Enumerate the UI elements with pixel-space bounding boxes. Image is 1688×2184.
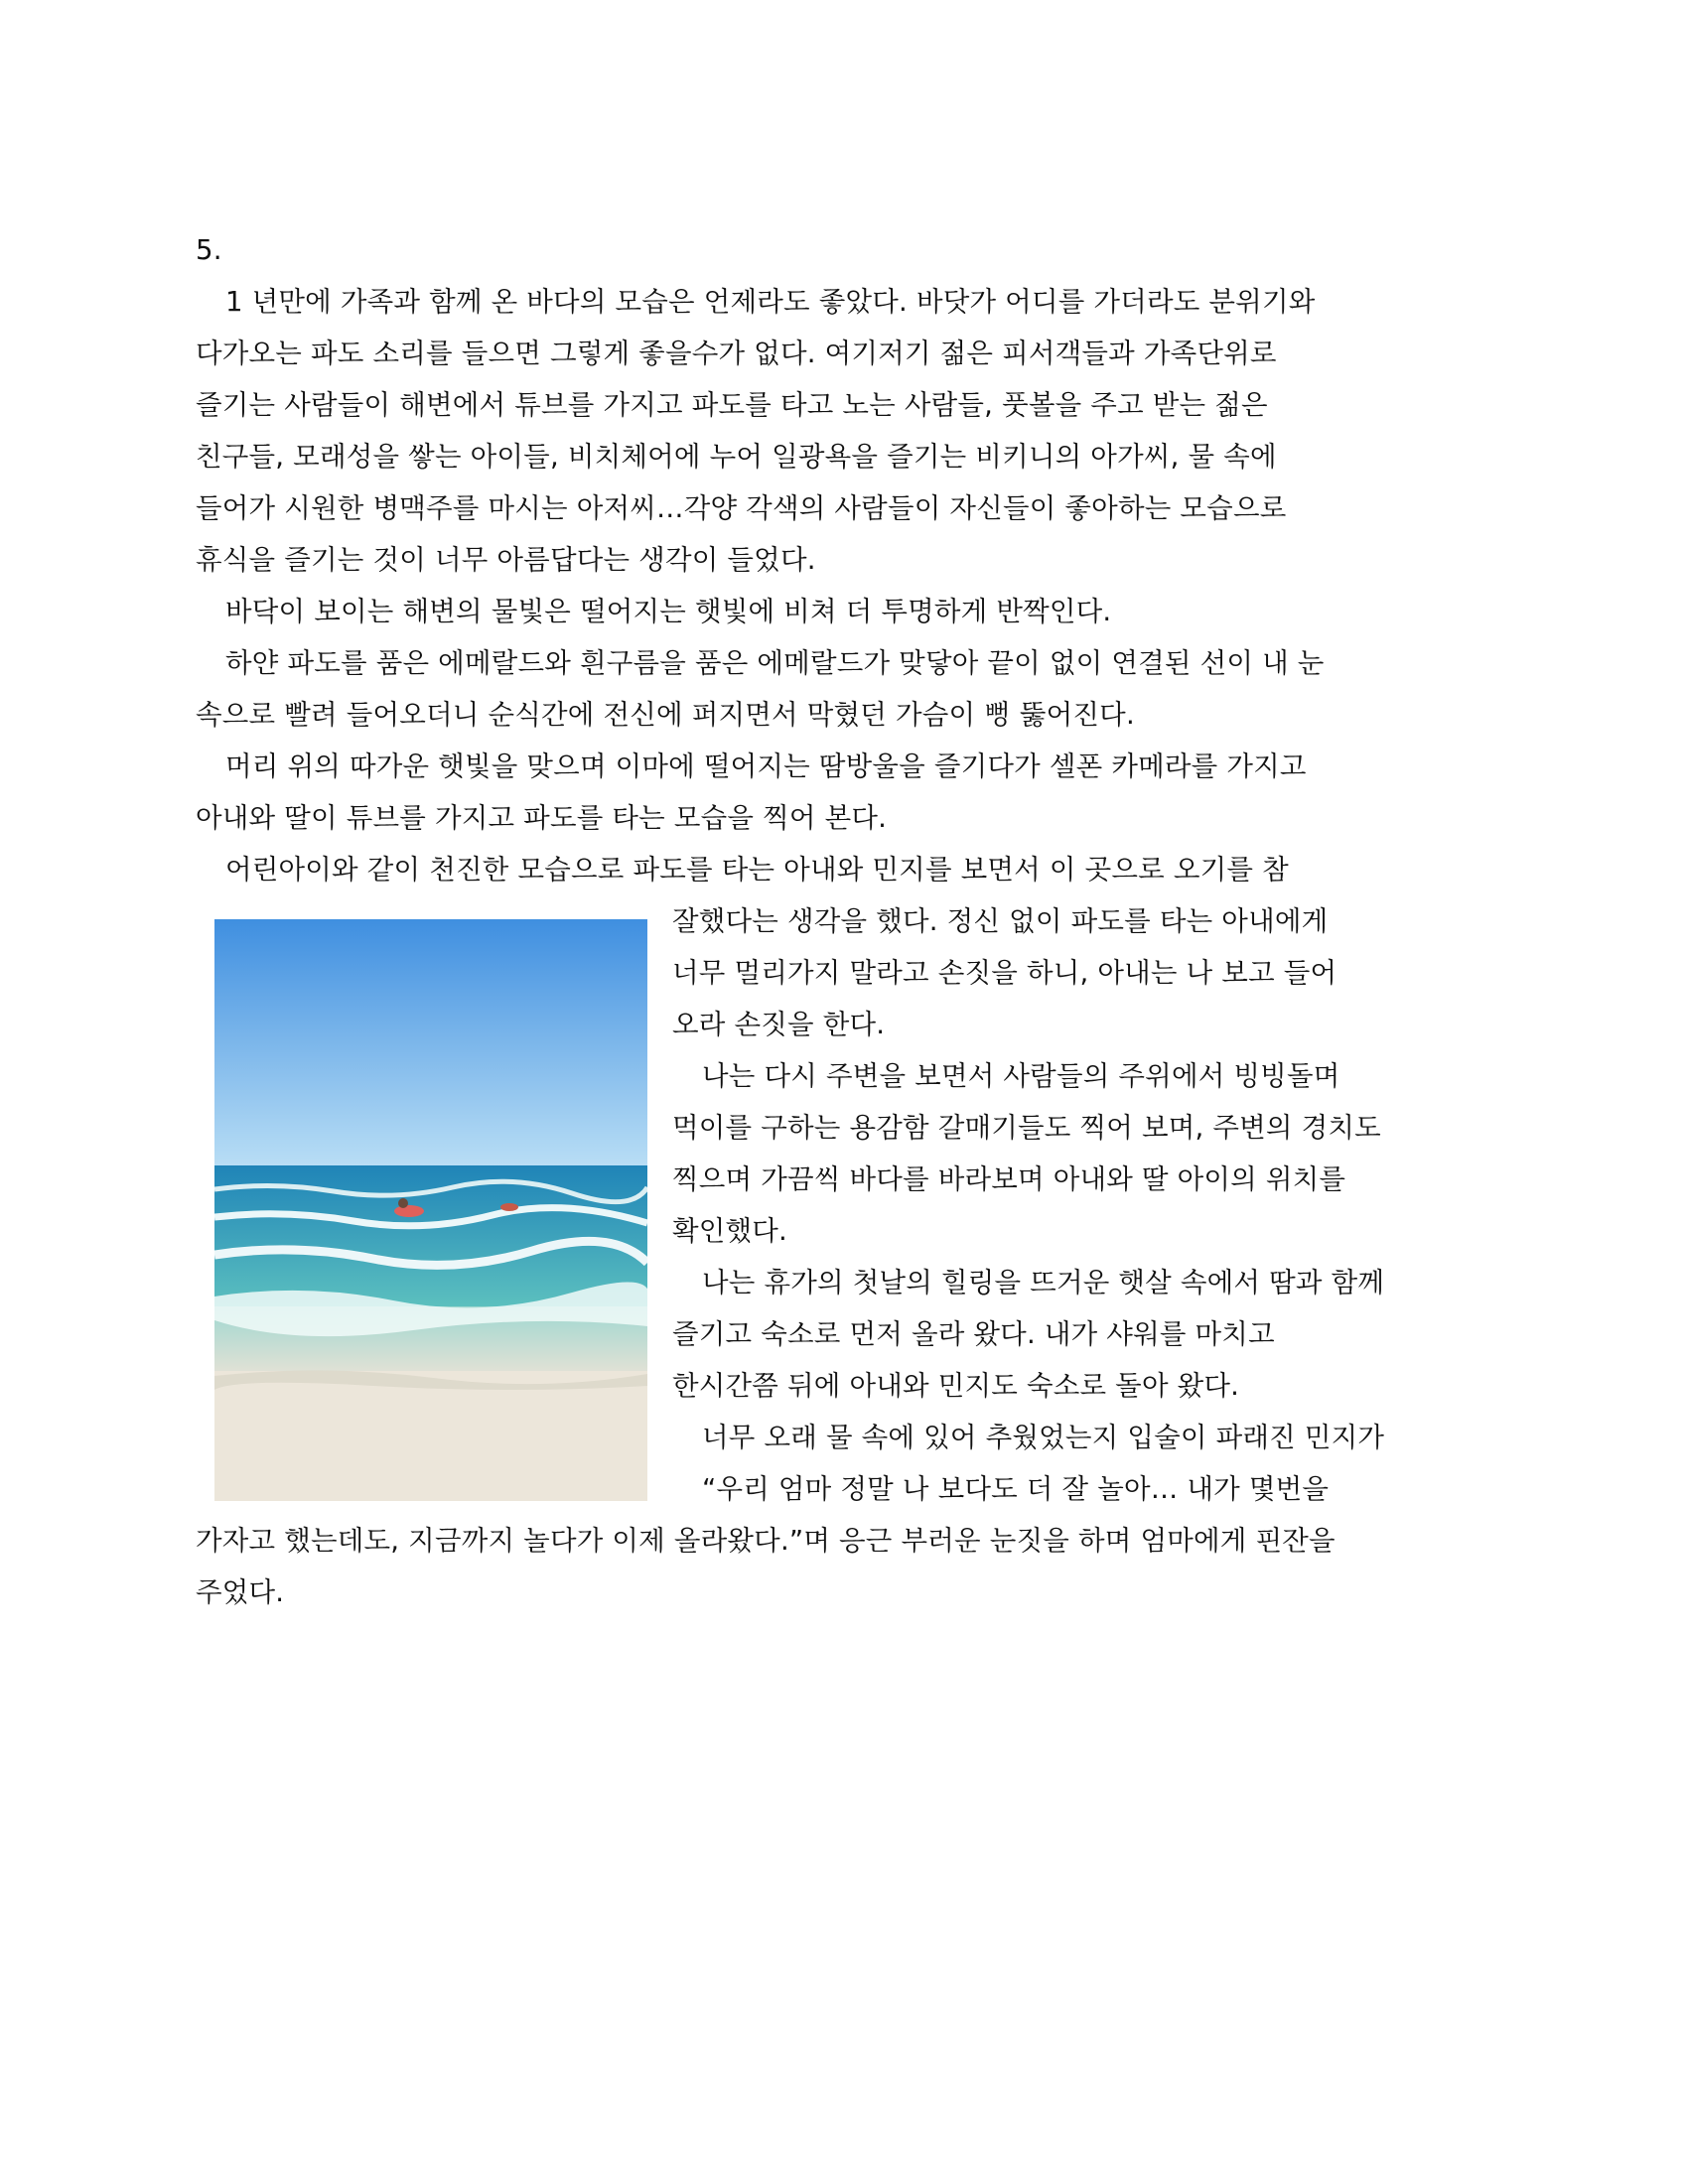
text-line: 다가오는 파도 소리를 들으면 그렇게 좋을수가 없다. 여기저기 젊은 피서객들과 가족단위로 bbox=[196, 338, 1277, 369]
text-line: 주었다. bbox=[196, 1576, 285, 1608]
text-line: 찍으며 가끔씩 바다를 바라보며 아내와 딸 아이의 위치를 bbox=[672, 1163, 1346, 1195]
section-number: 5. bbox=[196, 234, 222, 266]
text-line: 너무 오래 물 속에 있어 추웠었는지 입술이 파래진 민지가 bbox=[702, 1422, 1385, 1453]
sky bbox=[214, 919, 647, 1167]
swimmer-2 bbox=[500, 1203, 518, 1211]
text-line: 즐기는 사람들이 해변에서 튜브를 가지고 파도를 타고 노는 사람들, 풋볼을 주고 받는 젊은 bbox=[196, 389, 1268, 421]
text-line: 바닥이 보이는 해변의 물빛은 떨어지는 햇빛에 비쳐 더 투명하게 반짝인다. bbox=[225, 596, 1112, 627]
text-line: 아내와 딸이 튜브를 가지고 파도를 타는 모습을 찍어 본다. bbox=[196, 802, 888, 834]
text-line: 어린아이와 같이 천진한 모습으로 파도를 타는 아내와 민지를 보면서 이 곳으로 오기를 참 bbox=[225, 854, 1289, 886]
text-line: 먹이를 구하는 용감함 갈매기들도 찍어 보며, 주변의 경치도 bbox=[672, 1112, 1381, 1144]
text-line: 머리 위의 따가운 햇빛을 맞으며 이마에 떨어지는 땀방울을 즐기다가 셀폰 카메라를 가지고 bbox=[225, 751, 1307, 782]
text-line: 휴식을 즐기는 것이 너무 아름답다는 생각이 들었다. bbox=[196, 544, 816, 576]
swimmer-head bbox=[398, 1198, 408, 1208]
text-line: 잘했다는 생각을 했다. 정신 없이 파도를 타는 아내에게 bbox=[672, 905, 1329, 937]
text-line: 친구들, 모래성을 쌓는 아이들, 비치체어에 누어 일광욕을 즐기는 비키니의 아가씨, 물 속에 bbox=[196, 441, 1277, 473]
beach-photo bbox=[214, 919, 647, 1501]
text-line: 들어가 시원한 병맥주를 마시는 아저씨…각양 각색의 사람들이 자신들이 좋아하는 모습으로 bbox=[196, 492, 1287, 524]
text-line: 하얀 파도를 품은 에메랄드와 흰구름을 품은 에메랄드가 맞닿아 끝이 없이 연결된 선이 내 눈 bbox=[225, 647, 1325, 679]
text-line: 속으로 빨려 들어오더니 순식간에 전신에 퍼지면서 막혔던 가슴이 뻥 뚫어진다. bbox=[196, 699, 1135, 731]
text-line: 확인했다. bbox=[672, 1215, 788, 1247]
text-line: 가자고 했는데도, 지금까지 놀다가 이제 올라왔다.”며 응근 부러운 눈짓을 하며 엄마에게 핀잔을 bbox=[196, 1525, 1336, 1557]
beach-photo-drawing bbox=[214, 919, 647, 1501]
text-line: 오라 손짓을 한다. bbox=[672, 1009, 886, 1040]
sand bbox=[214, 1371, 647, 1501]
text-line: 한시간쯤 뒤에 아내와 민지도 숙소로 돌아 왔다. bbox=[672, 1370, 1240, 1402]
text-line: 나는 다시 주변을 보면서 사람들의 주위에서 빙빙돌며 bbox=[702, 1060, 1340, 1092]
text-line: “우리 엄마 정말 나 보다도 더 잘 놀아… 내가 몇번을 bbox=[702, 1473, 1330, 1505]
text-line: 나는 휴가의 첫날의 힐링을 뜨거운 햇살 속에서 땀과 함께 bbox=[702, 1267, 1385, 1298]
text-line: 너무 멀리가지 말라고 손짓을 하니, 아내는 나 보고 들어 bbox=[672, 957, 1337, 989]
text-line: 1 년만에 가족과 함께 온 바다의 모습은 언제라도 좋았다. 바닷가 어디를 가더라도 분위기와 bbox=[225, 286, 1316, 318]
text-line: 즐기고 숙소로 먼저 올라 왔다. 내가 샤워를 마치고 bbox=[672, 1318, 1275, 1350]
tube-float bbox=[394, 1205, 424, 1217]
